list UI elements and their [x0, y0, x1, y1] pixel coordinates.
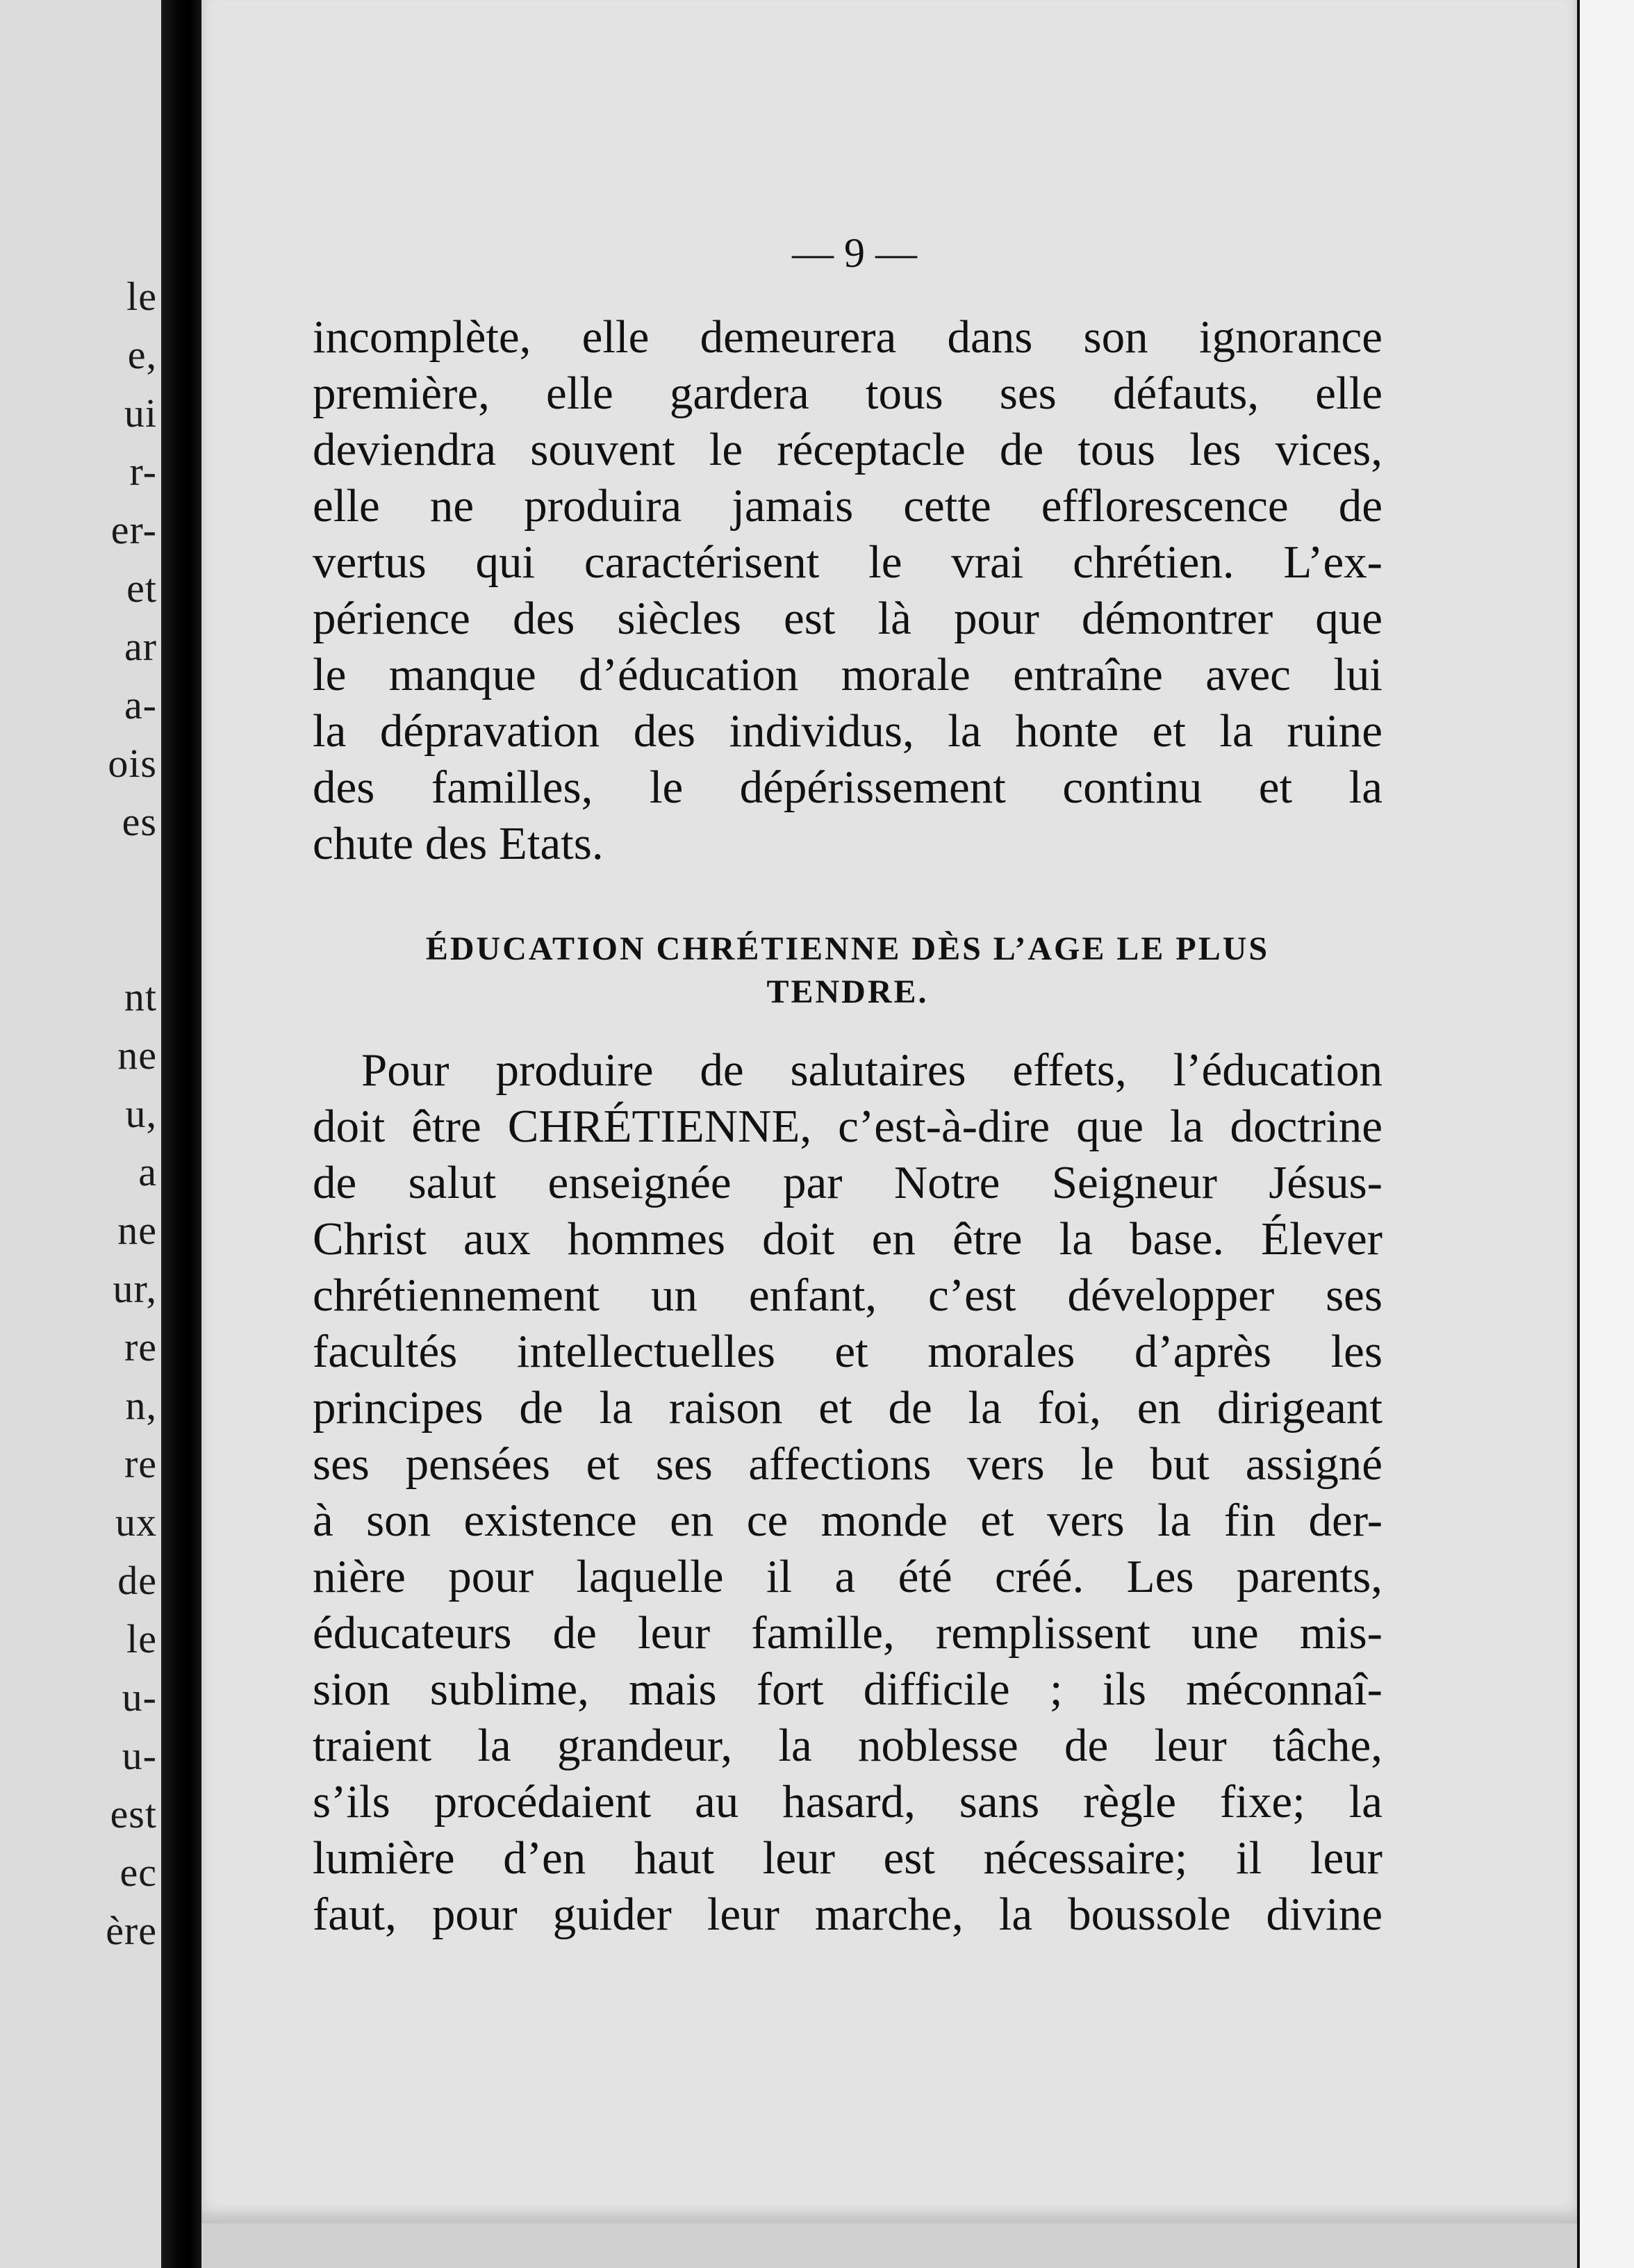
edge-line: ux [115, 1499, 157, 1545]
text-line: chute des Etats. [313, 818, 604, 869]
paragraph-1 [313, 309, 1383, 872]
text-line: des familles, le dépérissement continu et la [313, 762, 1383, 813]
edge-line: ne [117, 1033, 157, 1078]
edge-line: er- [110, 507, 157, 552]
edge-line: ec [119, 1850, 157, 1895]
edge-line-gap [0, 851, 161, 968]
edge-line: le [126, 1616, 157, 1661]
left-page-edge-text [0, 268, 161, 1960]
edge-line: ne [117, 1208, 157, 1253]
text-line: de salut enseignée par Notre Seigneur Jésus- [313, 1157, 1383, 1208]
text-line: première, elle gardera tous ses défauts, elle [313, 368, 1383, 419]
edge-line: a [138, 1149, 157, 1194]
text-line: périence des siècles est là pour démontrer que [313, 593, 1383, 644]
text-line: facultés intellectuelles et morales d’après les [313, 1326, 1383, 1377]
edge-line: a- [124, 682, 157, 728]
text-line: s’ils procédaient au hasard, sans règle fixe; la [313, 1776, 1383, 1827]
text-line: elle ne produira jamais cette efflorescence de [313, 480, 1383, 532]
heading-line: TENDRE. [766, 973, 929, 1010]
edge-line: es [122, 799, 157, 844]
text-line: Christ aux hommes doit en être la base. Élever [313, 1213, 1383, 1265]
edge-line: re [124, 1324, 157, 1370]
text-line: incomplète, elle demeurera dans son ignorance [313, 311, 1383, 363]
edge-line: e, [127, 332, 157, 377]
text-line: deviendra souvent le réceptacle de tous les vices, [313, 424, 1383, 475]
edge-line: n, [125, 1383, 157, 1428]
edge-line: ère [106, 1908, 157, 1953]
edge-line: est [110, 1791, 157, 1836]
text-line: le manque d’éducation morale entraîne avec lui [313, 649, 1383, 700]
edge-line: nt [124, 974, 157, 1019]
text-line: ses pensées et ses affections vers le but assigné [313, 1438, 1383, 1490]
text-line: à son existence en ce monde et vers la fin der- [313, 1495, 1383, 1546]
edge-line: le [126, 274, 157, 319]
text-line: sion sublime, mais fort difficile ; ils méconnaî- [313, 1663, 1383, 1715]
text-line: nière pour laquelle il a été créé. Les parents, [313, 1551, 1383, 1602]
text-line: éducateurs de leur famille, remplissent une mis- [313, 1607, 1383, 1659]
edge-line: ur, [113, 1266, 157, 1311]
left-page-fragment [0, 0, 161, 2268]
scan-border [1577, 0, 1634, 2268]
text-line: chrétiennement un enfant, c’est développer ses [313, 1269, 1383, 1321]
edge-line: de [117, 1558, 157, 1603]
page-number: — 9 — [792, 230, 917, 276]
edge-line: u- [122, 1733, 157, 1778]
edge-line: ui [124, 391, 157, 436]
text-line: la dépravation des individus, la honte et la ruine [313, 705, 1383, 757]
text-line: traient la grandeur, la noblesse de leur tâche, [313, 1720, 1383, 1771]
edge-line: r- [129, 449, 157, 494]
edge-line: u, [125, 1091, 157, 1136]
heading-line: ÉDUCATION CHRÉTIENNE DÈS L’AGE LE PLUS [425, 930, 1270, 967]
edge-line: et [126, 566, 157, 611]
text-line: faut, pour guider leur marche, la boussole divine [313, 1889, 1383, 1940]
text-line: doit être CHRÉTIENNE, c’est-à-dire que la doctrine [313, 1101, 1383, 1152]
edge-line: re [124, 1441, 157, 1486]
paragraph-2 [313, 1042, 1383, 1943]
text-line: principes de la raison et de la foi, en dirigeant [313, 1382, 1383, 1433]
book-gutter [161, 0, 201, 2268]
text-line: vertus qui caractérisent le vrai chrétien. L’ex- [313, 536, 1383, 588]
text-line: Pour produire de salutaires effets, l’éducation [361, 1044, 1383, 1096]
page-bottom-edge [201, 2224, 1577, 2268]
section-heading [313, 928, 1383, 1014]
edge-line: ois [108, 741, 157, 786]
text-line: lumière d’en haut leur est nécessaire; il leur [313, 1832, 1383, 1884]
edge-line: u- [122, 1675, 157, 1720]
edge-line: ar [124, 624, 157, 669]
